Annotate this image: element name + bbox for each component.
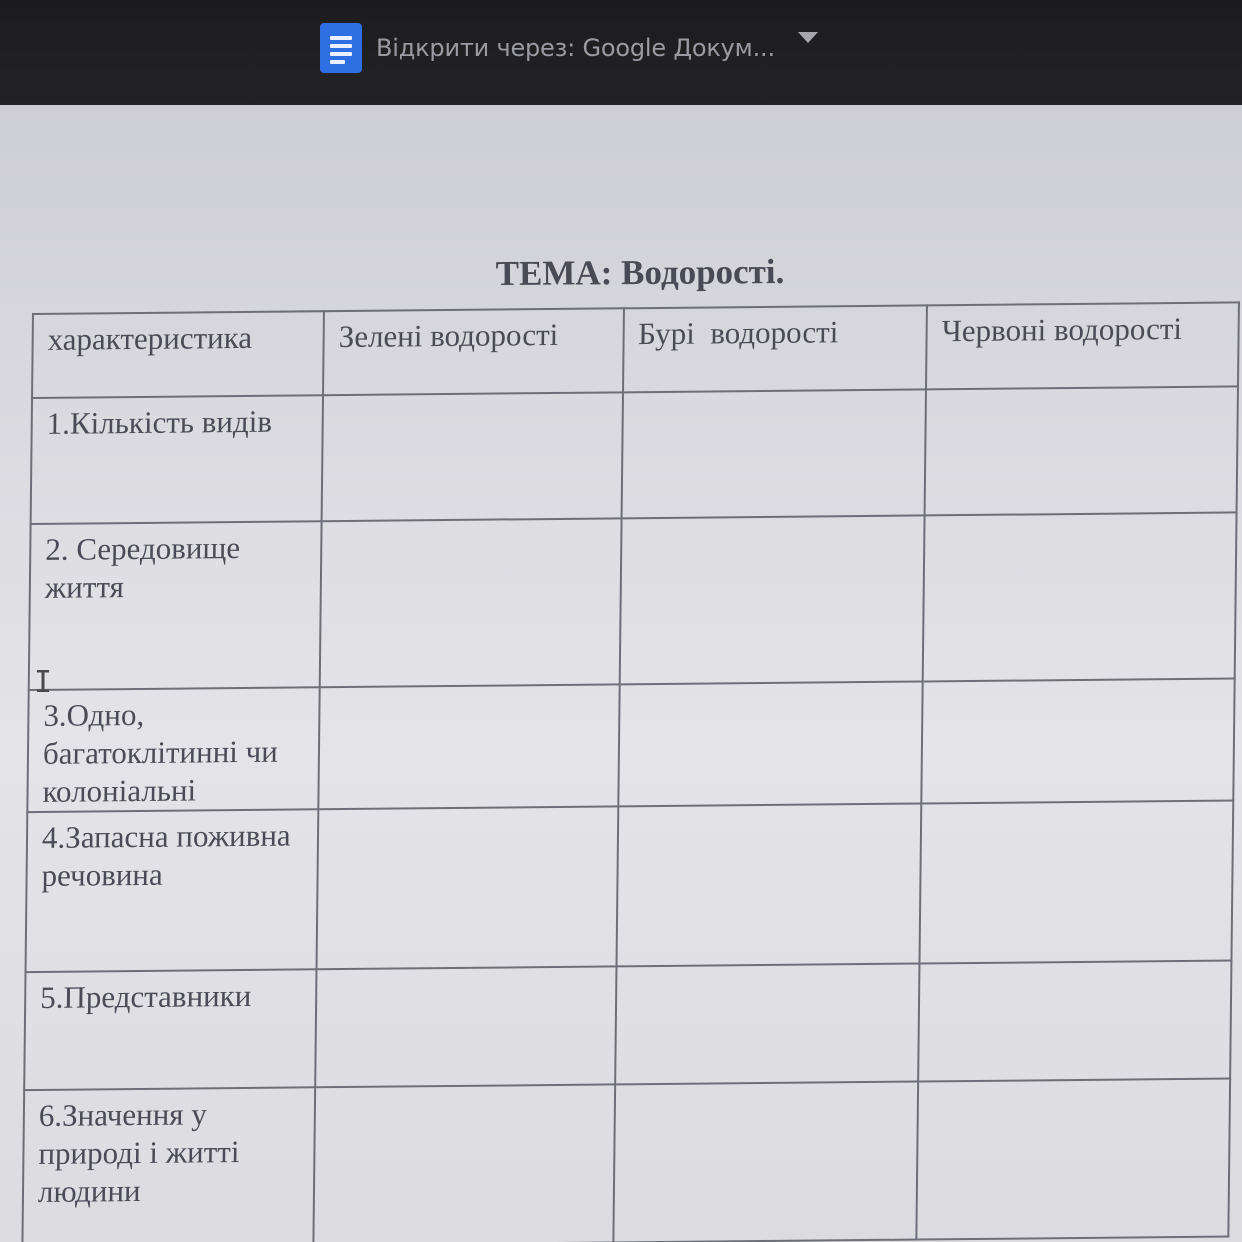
row-label: 2. Середовище життя xyxy=(29,521,322,690)
table-row xyxy=(22,1079,1230,1242)
text-cursor-icon: I xyxy=(34,665,53,700)
green-cell[interactable] xyxy=(313,1084,614,1242)
document-page xyxy=(0,105,1242,1242)
red-cell[interactable] xyxy=(920,800,1234,963)
brown-cell[interactable] xyxy=(613,1082,918,1242)
row-label: 3.Одно, багатоклітинні чи колоніальні xyxy=(27,687,319,812)
table-row xyxy=(24,961,1231,1091)
chevron-down-icon[interactable] xyxy=(798,32,818,43)
brown-cell[interactable] xyxy=(619,515,924,684)
green-cell[interactable] xyxy=(317,806,618,969)
red-cell[interactable] xyxy=(925,386,1238,515)
header-characteristic: характеристика xyxy=(32,311,324,398)
row-label: 5.Представники xyxy=(24,969,316,1090)
row-label: 4.Запасна поживна речовина xyxy=(26,809,319,972)
open-with-label: Відкрити через: Google Докум... xyxy=(376,34,775,62)
brown-cell[interactable] xyxy=(621,389,926,518)
green-cell[interactable] xyxy=(320,518,621,687)
table-row xyxy=(27,678,1234,812)
red-cell[interactable] xyxy=(921,678,1234,803)
google-docs-icon xyxy=(320,23,362,73)
green-cell[interactable] xyxy=(315,966,616,1087)
brown-cell[interactable] xyxy=(615,964,920,1085)
row-label: 6.Значення у природі і житті людини xyxy=(22,1087,315,1242)
green-cell[interactable] xyxy=(318,684,619,809)
red-cell[interactable] xyxy=(916,1079,1230,1240)
open-with-button[interactable] xyxy=(320,22,775,74)
header-brown-algae: Бурі водорості xyxy=(623,305,928,392)
green-cell[interactable] xyxy=(322,392,623,521)
header-red-algae: Червоні водорості xyxy=(926,302,1239,389)
table-row xyxy=(26,800,1234,972)
row-label: 1.Кількість видів xyxy=(31,395,324,524)
brown-cell[interactable] xyxy=(618,681,923,806)
table-row xyxy=(31,386,1238,524)
header-green-algae: Зелені водорості xyxy=(323,308,623,395)
top-toolbar xyxy=(0,0,1242,105)
table-header-row xyxy=(32,302,1239,398)
document-title: ТЕМА: Водорості. xyxy=(495,251,785,294)
red-cell[interactable] xyxy=(918,961,1231,1082)
red-cell[interactable] xyxy=(923,512,1237,681)
algae-comparison-table xyxy=(21,301,1240,1242)
table-row xyxy=(29,512,1237,690)
brown-cell[interactable] xyxy=(616,803,921,966)
